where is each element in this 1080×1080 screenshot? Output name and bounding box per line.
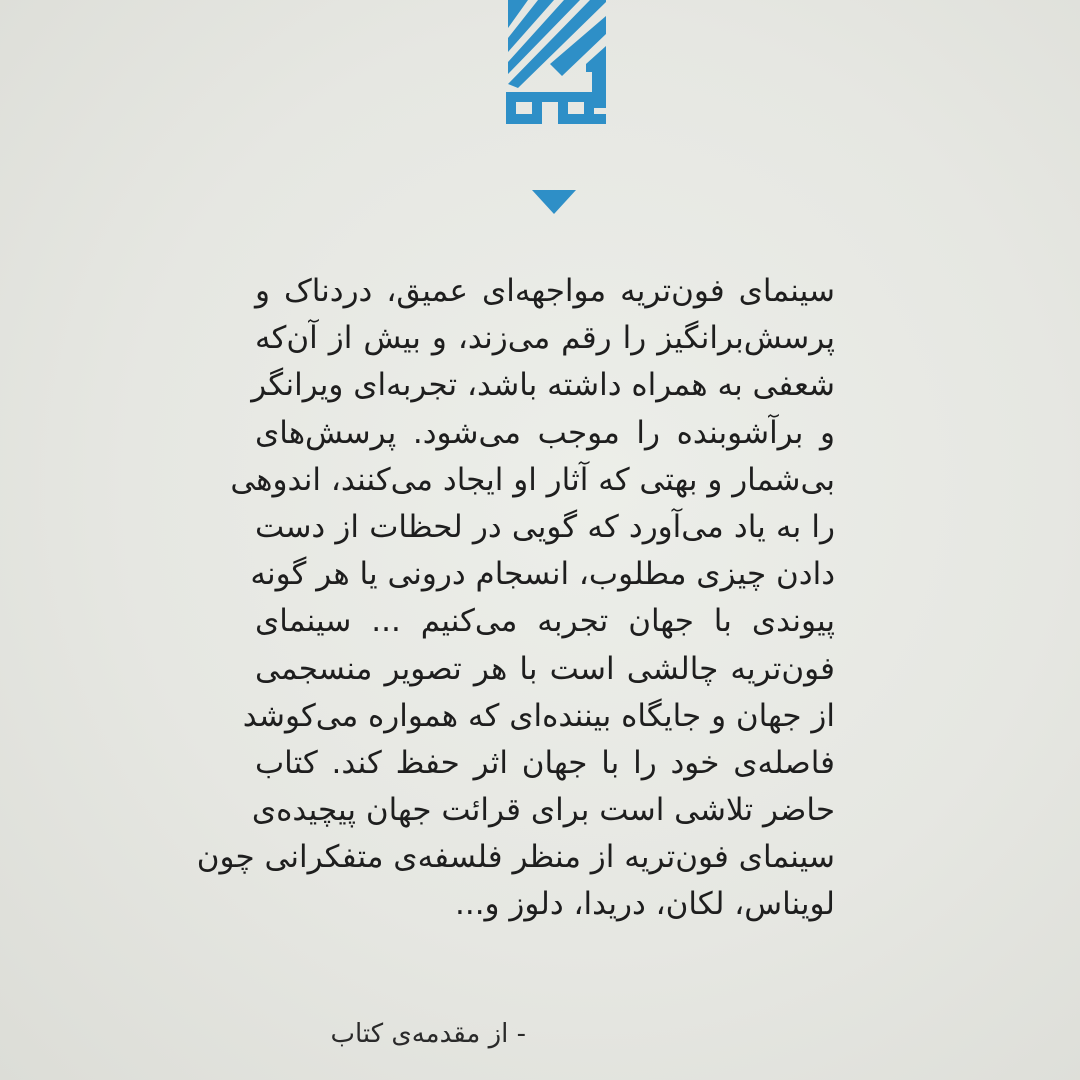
- blurb-paragraph: [196, 268, 835, 929]
- blurb-line: را به یاد می‌آورد که گویی در لحظات از دست: [255, 508, 835, 545]
- blurb-line: فاصله‌ی خود را با جهان اثر حفظ کند. کتاب: [255, 744, 835, 781]
- blurb-line: پیوندی با جهان تجربه می‌کنیم ... سینمای: [255, 603, 835, 640]
- blurb-line: و برآشوبنده را موجب می‌شود. پرسش‌های: [255, 414, 835, 451]
- blurb-line: فون‌تریه چالشی است با هر تصویر منسجمی: [255, 650, 835, 687]
- down-triangle-icon: [532, 190, 576, 214]
- attribution: - از مقدمه‌ی کتاب: [330, 1019, 526, 1049]
- blurb-line: لویناس، لکان، دریدا، دلوز و...: [455, 886, 835, 923]
- blurb-line: از جهان و جایگاه بیننده‌ای که همواره می‌کوشد: [242, 697, 835, 734]
- blurb-line: حاضر تلاشی است برای قرائت جهان پیچیده‌ی: [251, 792, 835, 829]
- blurb-line: سینمای فون‌تریه از منظر فلسفه‌ی متفکرانی چون: [196, 839, 835, 876]
- blurb-line: بی‌شمار و بهتی که آثار او ایجاد می‌کنند، اندوهی: [230, 461, 835, 498]
- blurb-line: پرسش‌برانگیز را رقم می‌زند، و بیش از آن‌که: [255, 320, 835, 357]
- publisher-logo: [502, 0, 610, 145]
- blurb-line: دادن چیزی مطلوب، انسجام درونی یا هر گونه: [250, 556, 835, 593]
- blurb-line: سینمای فون‌تریه مواجهه‌ای عمیق، دردناک و: [255, 273, 835, 309]
- blurb-line: شعفی به همراه داشته باشد، تجربه‌ای ویرانگر: [251, 367, 835, 404]
